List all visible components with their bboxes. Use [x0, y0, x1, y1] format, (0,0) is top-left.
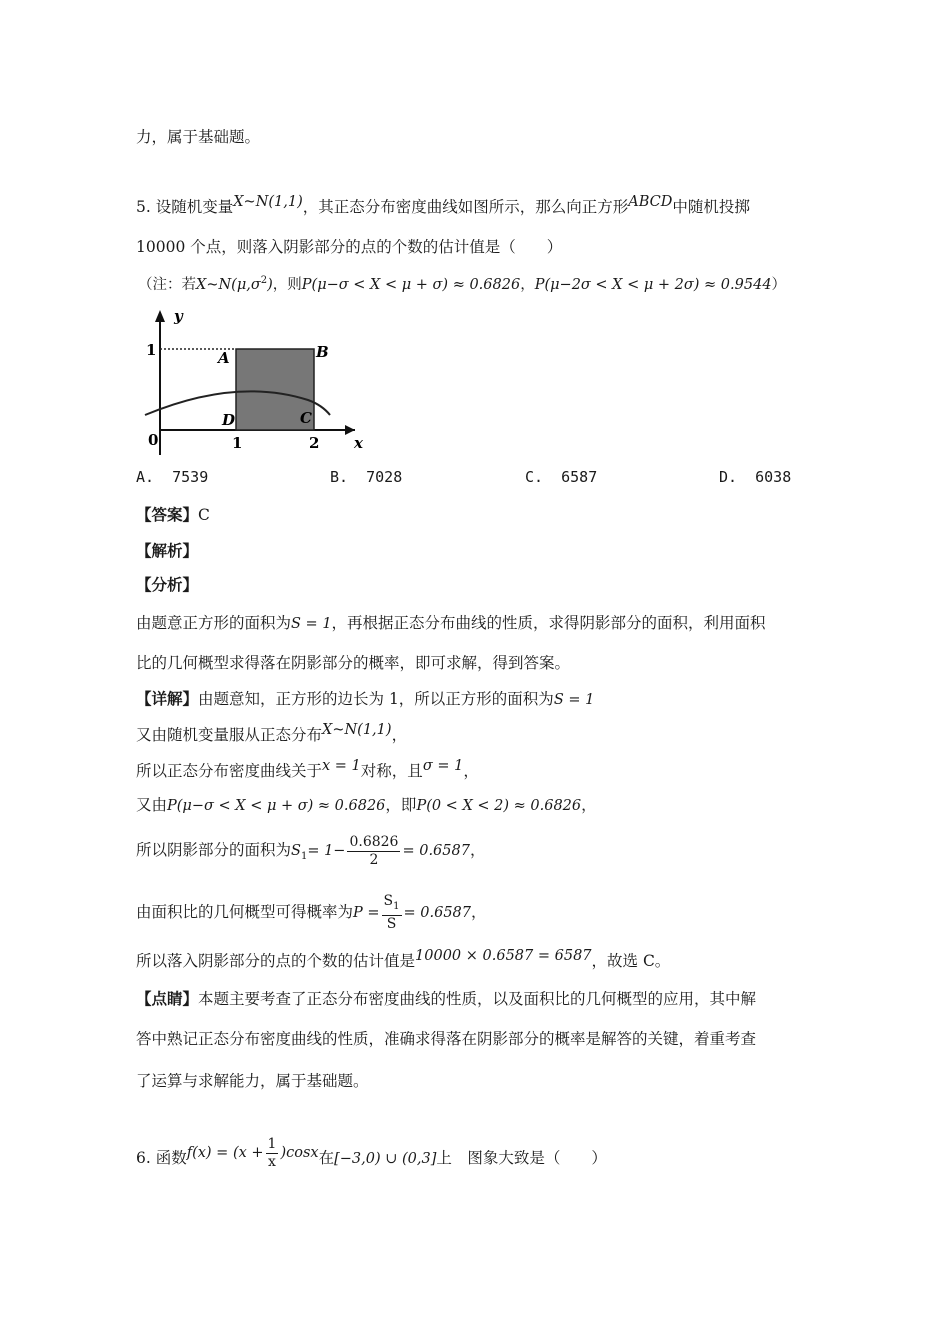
detail-text: 所以阴影部分的面积为	[136, 841, 292, 859]
detail-text: ，	[391, 726, 408, 744]
fraction-denominator: x	[268, 1153, 276, 1170]
math-expr: P(μ−σ < X < μ + σ) ≈ 0.6826	[167, 798, 386, 814]
fenxi-text: ，再根据正态分布曲线的性质，求得阴影部分的面积，利用面积	[331, 614, 766, 632]
normal-curve-figure	[140, 305, 370, 455]
point-a-label: A	[218, 349, 230, 367]
y-axis-arrow	[155, 310, 165, 322]
fraction	[382, 893, 402, 933]
detail-text: 对称，且	[360, 762, 423, 780]
option-value: 7539	[172, 468, 209, 486]
math-expr: 10000 × 0.6587 = 6587	[415, 948, 592, 964]
answer-value: C	[198, 506, 210, 524]
math-expr: f(x) = (x +	[186, 1145, 264, 1161]
y-label: y	[174, 307, 183, 325]
detail-text: 所以落入阴影部分的点的个数的估计值是	[136, 952, 416, 970]
q5-text: 5. 设随机变量	[136, 198, 234, 216]
detail-line3	[136, 760, 479, 783]
math-expr: = 0.6587	[402, 843, 470, 859]
note-text: ）	[771, 276, 787, 293]
q5-line2: 10000 个点，则落入阴影部分的点的个数的估计值是（ ）	[136, 238, 563, 256]
detail-text: ，	[581, 796, 597, 814]
option-b[interactable]	[330, 468, 402, 486]
point-c-label: C	[300, 409, 312, 427]
math-expr: X~N(1,1)	[233, 194, 303, 210]
detail-line7	[136, 950, 670, 973]
note-text: ，则	[272, 276, 302, 293]
detail-line1	[136, 688, 594, 711]
math-expr: P =	[353, 905, 380, 921]
y-tick-1: 1	[146, 341, 157, 359]
option-a[interactable]	[136, 468, 208, 486]
math-expr: x = 1	[322, 758, 361, 774]
option-c[interactable]	[525, 468, 597, 486]
comment-line3: 了运算与求解能力，属于基础题。	[136, 1072, 369, 1090]
detail-text: ，故选 C。	[591, 952, 671, 970]
math-expr: = 1−	[307, 843, 346, 859]
fenxi-line2: 比的几何概型求得落在阴影部分的概率，即可求解，得到答案。	[136, 654, 571, 672]
fraction-denominator: 2	[369, 851, 379, 868]
comment-line2: 答中熟记正态分布密度曲线的性质，准确求得落在阴影部分的概率是解答的关键，着重考查	[136, 1030, 757, 1048]
math-sup: 2	[260, 275, 268, 286]
fraction-numerator	[382, 893, 402, 916]
detail-text: 又由随机变量服从正态分布	[136, 726, 323, 744]
detail-text: ，即	[385, 796, 417, 814]
detail-line5	[136, 830, 485, 877]
q5-text: 中随机投掷	[672, 198, 750, 216]
comment-text: 本题主要考查了正态分布密度曲线的性质，以及面积比的几何概型的应用，其中解	[198, 990, 757, 1008]
math-expr: S	[291, 843, 301, 859]
note-text: （注：若	[138, 276, 196, 293]
option-value: 6587	[561, 468, 598, 486]
q5-text: ，其正态分布密度曲线如图所示，那么向正方形	[302, 198, 629, 216]
option-value: 7028	[366, 468, 403, 486]
fraction-numerator: 1	[267, 1135, 277, 1152]
math-expr: S = 1	[553, 692, 595, 708]
fenxi-tag: 【分析】	[136, 575, 199, 594]
math-expr: S = 1	[291, 616, 332, 632]
math-expr: σ = 1	[422, 758, 464, 774]
math-expr: [−3,0) ∪ (0,3]	[334, 1151, 437, 1167]
q5-note	[138, 270, 786, 296]
q5-line1	[136, 196, 750, 219]
x-tick-1: 1	[232, 434, 243, 452]
option-label: D.	[719, 468, 738, 486]
detail-text: 所以正态分布密度曲线关于	[136, 762, 323, 780]
detail-line4	[136, 794, 597, 817]
math-expr: P(0 < X < 2) ≈ 0.6826	[416, 798, 582, 814]
detail-text: 由面积比的几何概型可得概率为	[136, 903, 354, 921]
math-expr: = 0.6587	[403, 905, 471, 921]
detail-text: ，	[463, 762, 479, 780]
comment-line1	[136, 988, 756, 1010]
math-expr: X~N(1,1)	[322, 722, 392, 738]
math-sub: 1	[300, 851, 308, 863]
q6-text: 6. 函数	[136, 1149, 187, 1167]
detail-text: 由题意知，正方形的边长为 1，所以正方形的面积为	[198, 690, 554, 708]
fraction	[347, 834, 400, 869]
fraction-denominator: S	[386, 915, 397, 932]
point-b-label: B	[316, 343, 329, 361]
comment-tag: 【点睛】	[136, 989, 199, 1008]
math-sub: 1	[393, 900, 400, 912]
detail-text: 又由	[136, 796, 168, 814]
math-expr: ABCD	[628, 194, 673, 210]
option-value: 6038	[755, 468, 792, 486]
q6-text: 在	[318, 1149, 335, 1167]
detail-line6	[136, 892, 487, 933]
math-expr: P(μ−2σ < X < μ + 2σ) ≈ 0.9544	[534, 276, 772, 293]
origin-label: 0	[148, 431, 159, 449]
analysis-tag: 【解析】	[136, 541, 199, 560]
option-label: A.	[136, 468, 155, 486]
note-text: ，	[520, 276, 535, 293]
detail-text: ，	[469, 841, 486, 859]
frac-s: S	[383, 893, 394, 910]
math-expr: )cosx	[280, 1145, 319, 1161]
detail-text: ，	[471, 903, 487, 921]
detail-line2	[136, 724, 407, 747]
option-label: B.	[330, 468, 349, 486]
math-expr: P(μ−σ < X < μ + σ) ≈ 0.6826	[301, 276, 521, 293]
q6-text: 上 图象大致是（ ）	[436, 1149, 607, 1167]
q6-line	[136, 1136, 607, 1181]
fenxi-line1	[136, 612, 766, 635]
fraction	[266, 1136, 279, 1171]
point-d-label: D	[222, 411, 236, 429]
answer-line	[136, 504, 210, 526]
option-label: C.	[525, 468, 544, 486]
x-label: x	[354, 434, 363, 452]
fraction-numerator: 0.6826	[349, 833, 399, 850]
fenxi-text: 由题意正方形的面积为	[136, 614, 292, 632]
option-d[interactable]	[719, 468, 791, 486]
top-line: 力，属于基础题。	[136, 128, 261, 146]
detail-tag: 【详解】	[136, 689, 199, 708]
math-expr: X~N(μ,σ	[196, 276, 261, 293]
x-tick-2: 2	[309, 434, 320, 452]
answer-tag: 【答案】	[136, 505, 199, 524]
math-expr: )	[267, 276, 273, 293]
